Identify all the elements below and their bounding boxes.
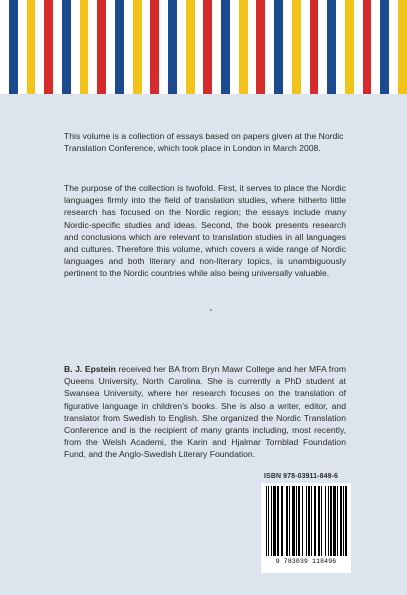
stripe [389,0,398,94]
stripe [71,0,80,94]
description-paragraph-2: The purpose of the collection is twofold. First, it serves to place the Nordic languages firmly into the field of translation studies, where hitherto little research has focused on the Nordic region; the essays include many Nordic-specific studies and ideas. Second, the book presents research and conclusions which are relevant to translation studies in all languages and cultures. Therefore this volume, which covers a wide range of Nordic languages and both literary and non-literary topics, is unambiguously pertinent to the Nordic countries while also being universally valuable. [64,183,346,279]
stripe [283,0,292,94]
decorative-dot [210,309,212,311]
stripe [106,0,115,94]
stripe [53,0,62,94]
stripe [265,0,274,94]
stripe [345,0,354,94]
stripe [256,0,265,94]
stripe [177,0,186,94]
stripe [150,0,159,94]
stripe [380,0,389,94]
stripe [44,0,53,94]
stripe [248,0,257,94]
barcode-digits: 9 783039 118496 [275,558,337,565]
stripe [239,0,248,94]
stripe [274,0,283,94]
stripe [27,0,36,94]
stripe [186,0,195,94]
stripe [195,0,204,94]
isbn-label: ISBN 978-03911-849-6 [264,473,338,480]
stripe [398,0,407,94]
stripe [18,0,27,94]
stripe [292,0,301,94]
stripe [221,0,230,94]
stripe [363,0,372,94]
stripe [327,0,336,94]
stripe [133,0,142,94]
stripe [336,0,345,94]
author-bio-text: received her BA from Bryn Mawr College and her MFA from Queens University, North Carolina. She is currently a PhD student at Swansea University, where her research focuses on the translation of figurative language in children’s books. She is also a writer, editor, and translator from Swedish to English. She organized the Nordic Translation Conference and is the recipient of many grants including, most recently, from the Welsh Academi, the Karin and Hjalmar Tornblad Foundation Fund, and the Anglo-Swedish Literary Foundation. [64,364,346,460]
author-bio [64,363,346,461]
stripe [142,0,151,94]
stripe [371,0,380,94]
stripe [310,0,319,94]
stripe [80,0,89,94]
color-stripes-banner [0,0,407,94]
stripe [159,0,168,94]
stripe [9,0,18,94]
stripe [62,0,71,94]
stripe [301,0,310,94]
stripe [230,0,239,94]
stripe [88,0,97,94]
stripe [318,0,327,94]
stripe [168,0,177,94]
barcode [261,483,351,573]
stripe [203,0,212,94]
barcode-bars [266,486,348,556]
stripe [35,0,44,94]
stripe [354,0,363,94]
stripe [0,0,9,94]
author-name: B. J. Epstein [64,364,116,374]
stripe [115,0,124,94]
stripe [97,0,106,94]
stripe [212,0,221,94]
description-paragraph-1: This volume is a collection of essays based on papers given at the Nordic Translation Conference, which took place in London in March 2008. [64,131,344,154]
stripe [124,0,133,94]
